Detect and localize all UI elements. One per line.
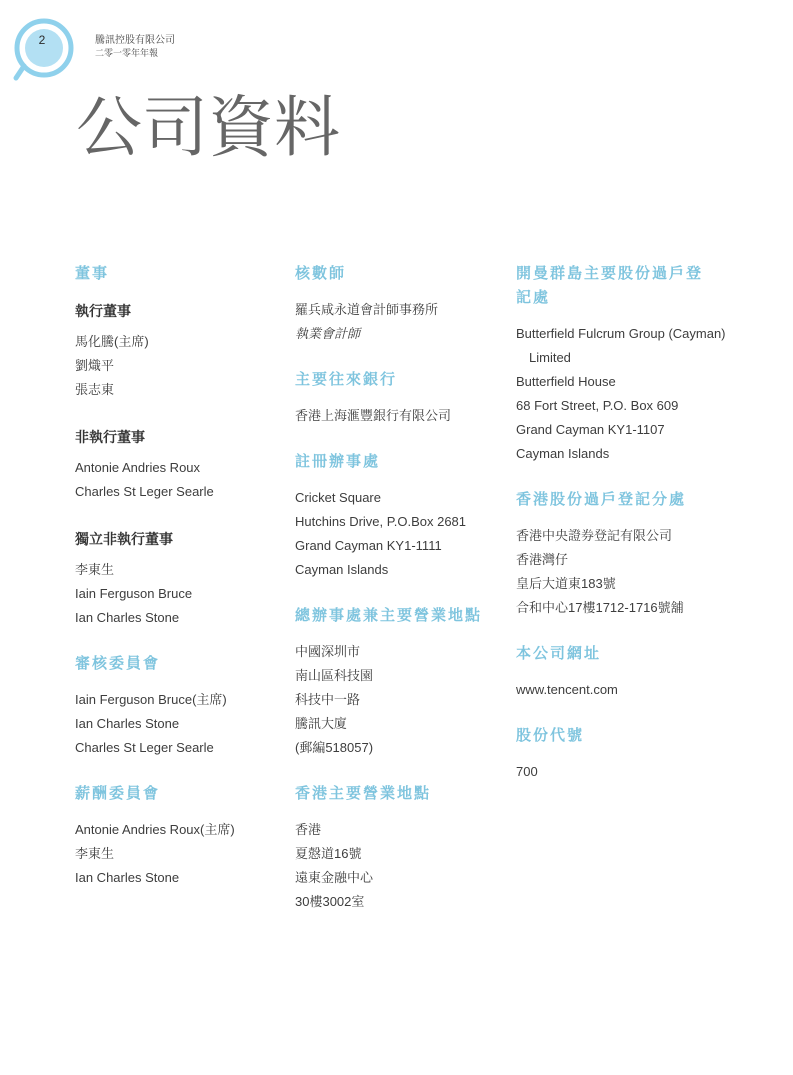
list-item: 68 Fort Street, P.O. Box 609 [516,398,679,413]
list-item: Ian Charles Stone [75,716,180,731]
list-item: 香港上海滙豐銀行有限公司 [295,408,452,423]
stock-code: 700 [516,764,538,779]
heading-independent-directors: 獨立非執行董事 [75,531,173,547]
heading-executive-directors: 執行董事 [75,303,131,319]
list-item: Hutchins Drive, P.O.Box 2681 [295,514,467,529]
website-link[interactable]: www.tencent.com [516,682,618,697]
list-item: Antonie Andries Roux [75,460,201,475]
report-name: 二零一零年年報 [95,48,159,58]
list-item: 執業會計師 [295,326,361,341]
list-item: 張志東 [75,382,115,397]
list-item: 馬化騰(主席) [75,334,149,349]
list-item: Grand Cayman KY1-1107 [516,422,665,437]
list-item: 劉熾平 [75,358,115,373]
list-item: Cayman Islands [516,446,610,461]
list-item: Limited [529,350,571,365]
column-registrars [516,262,756,784]
heading-registered-office: 註冊辦事處 [295,453,381,470]
list-item: Butterfield Fulcrum Group (Cayman) [516,326,726,341]
page-number: 2 [38,33,46,47]
list-item: 香港 [295,822,322,837]
list-item: 香港中央證券登記有限公司 [516,528,673,543]
list-item: 遠東金融中心 [295,870,374,885]
list-item: 合和中心17樓1712-1716號舖 [516,600,684,615]
list-item: Iain Ferguson Bruce(主席) [75,692,227,707]
header-company [95,34,175,60]
list-item: 騰訊大廈 [295,716,348,731]
list-item: Ian Charles Stone [75,610,180,625]
heading-remuneration-committee: 薪酬委員會 [75,785,161,802]
list-item: (郵編518057) [295,740,374,755]
list-item: 科技中一路 [295,692,361,707]
logo-icon [10,14,80,86]
list-item: Cricket Square [295,490,381,505]
list-item: 皇后大道東183號 [516,576,616,591]
list-item: 南山區科技園 [295,668,374,683]
list-item: 羅兵咸永道會計師事務所 [295,302,439,317]
list-item: Grand Cayman KY1-1111 [295,538,442,553]
list-item: Charles St Leger Searle [75,484,214,499]
page-title: 公司資料 [76,89,340,166]
heading-stock-code: 股份代號 [516,727,585,744]
column-offices [295,262,505,914]
heading-cayman-registrar-cont: 記處 [516,289,551,306]
heading-hk-place-of-business: 香港主要營業地點 [295,785,432,802]
heading-nonexecutive-directors: 非執行董事 [75,429,145,445]
heading-bank: 主要往來銀行 [295,371,398,388]
list-item: Charles St Leger Searle [75,740,214,755]
list-item: 李東生 [75,562,115,577]
list-item: 中國深圳市 [295,644,361,659]
heading-hk-registrar: 香港股份過戶登記分處 [516,491,687,508]
company-name: 騰訊控股有限公司 [95,35,175,46]
list-item: Butterfield House [516,374,616,389]
list-item: Ian Charles Stone [75,870,180,885]
list-item: 30樓3002室 [295,894,365,909]
list-item: 李東生 [75,846,115,861]
list-item: Cayman Islands [295,562,389,577]
heading-website: 本公司網址 [516,645,602,662]
heading-board: 董事 [75,265,110,282]
list-item: Antonie Andries Roux(主席) [75,822,235,837]
heading-head-office: 總辦事處兼主要營業地點 [295,607,483,624]
column-directors [75,262,280,890]
list-item: 夏慤道16號 [295,846,362,861]
heading-auditor: 核數師 [295,265,347,282]
list-item: 香港灣仔 [516,552,569,567]
list-item: Iain Ferguson Bruce [75,586,193,601]
heading-cayman-registrar: 開曼群島主要股份過戶登 [516,265,704,282]
heading-audit-committee: 審核委員會 [75,655,161,672]
